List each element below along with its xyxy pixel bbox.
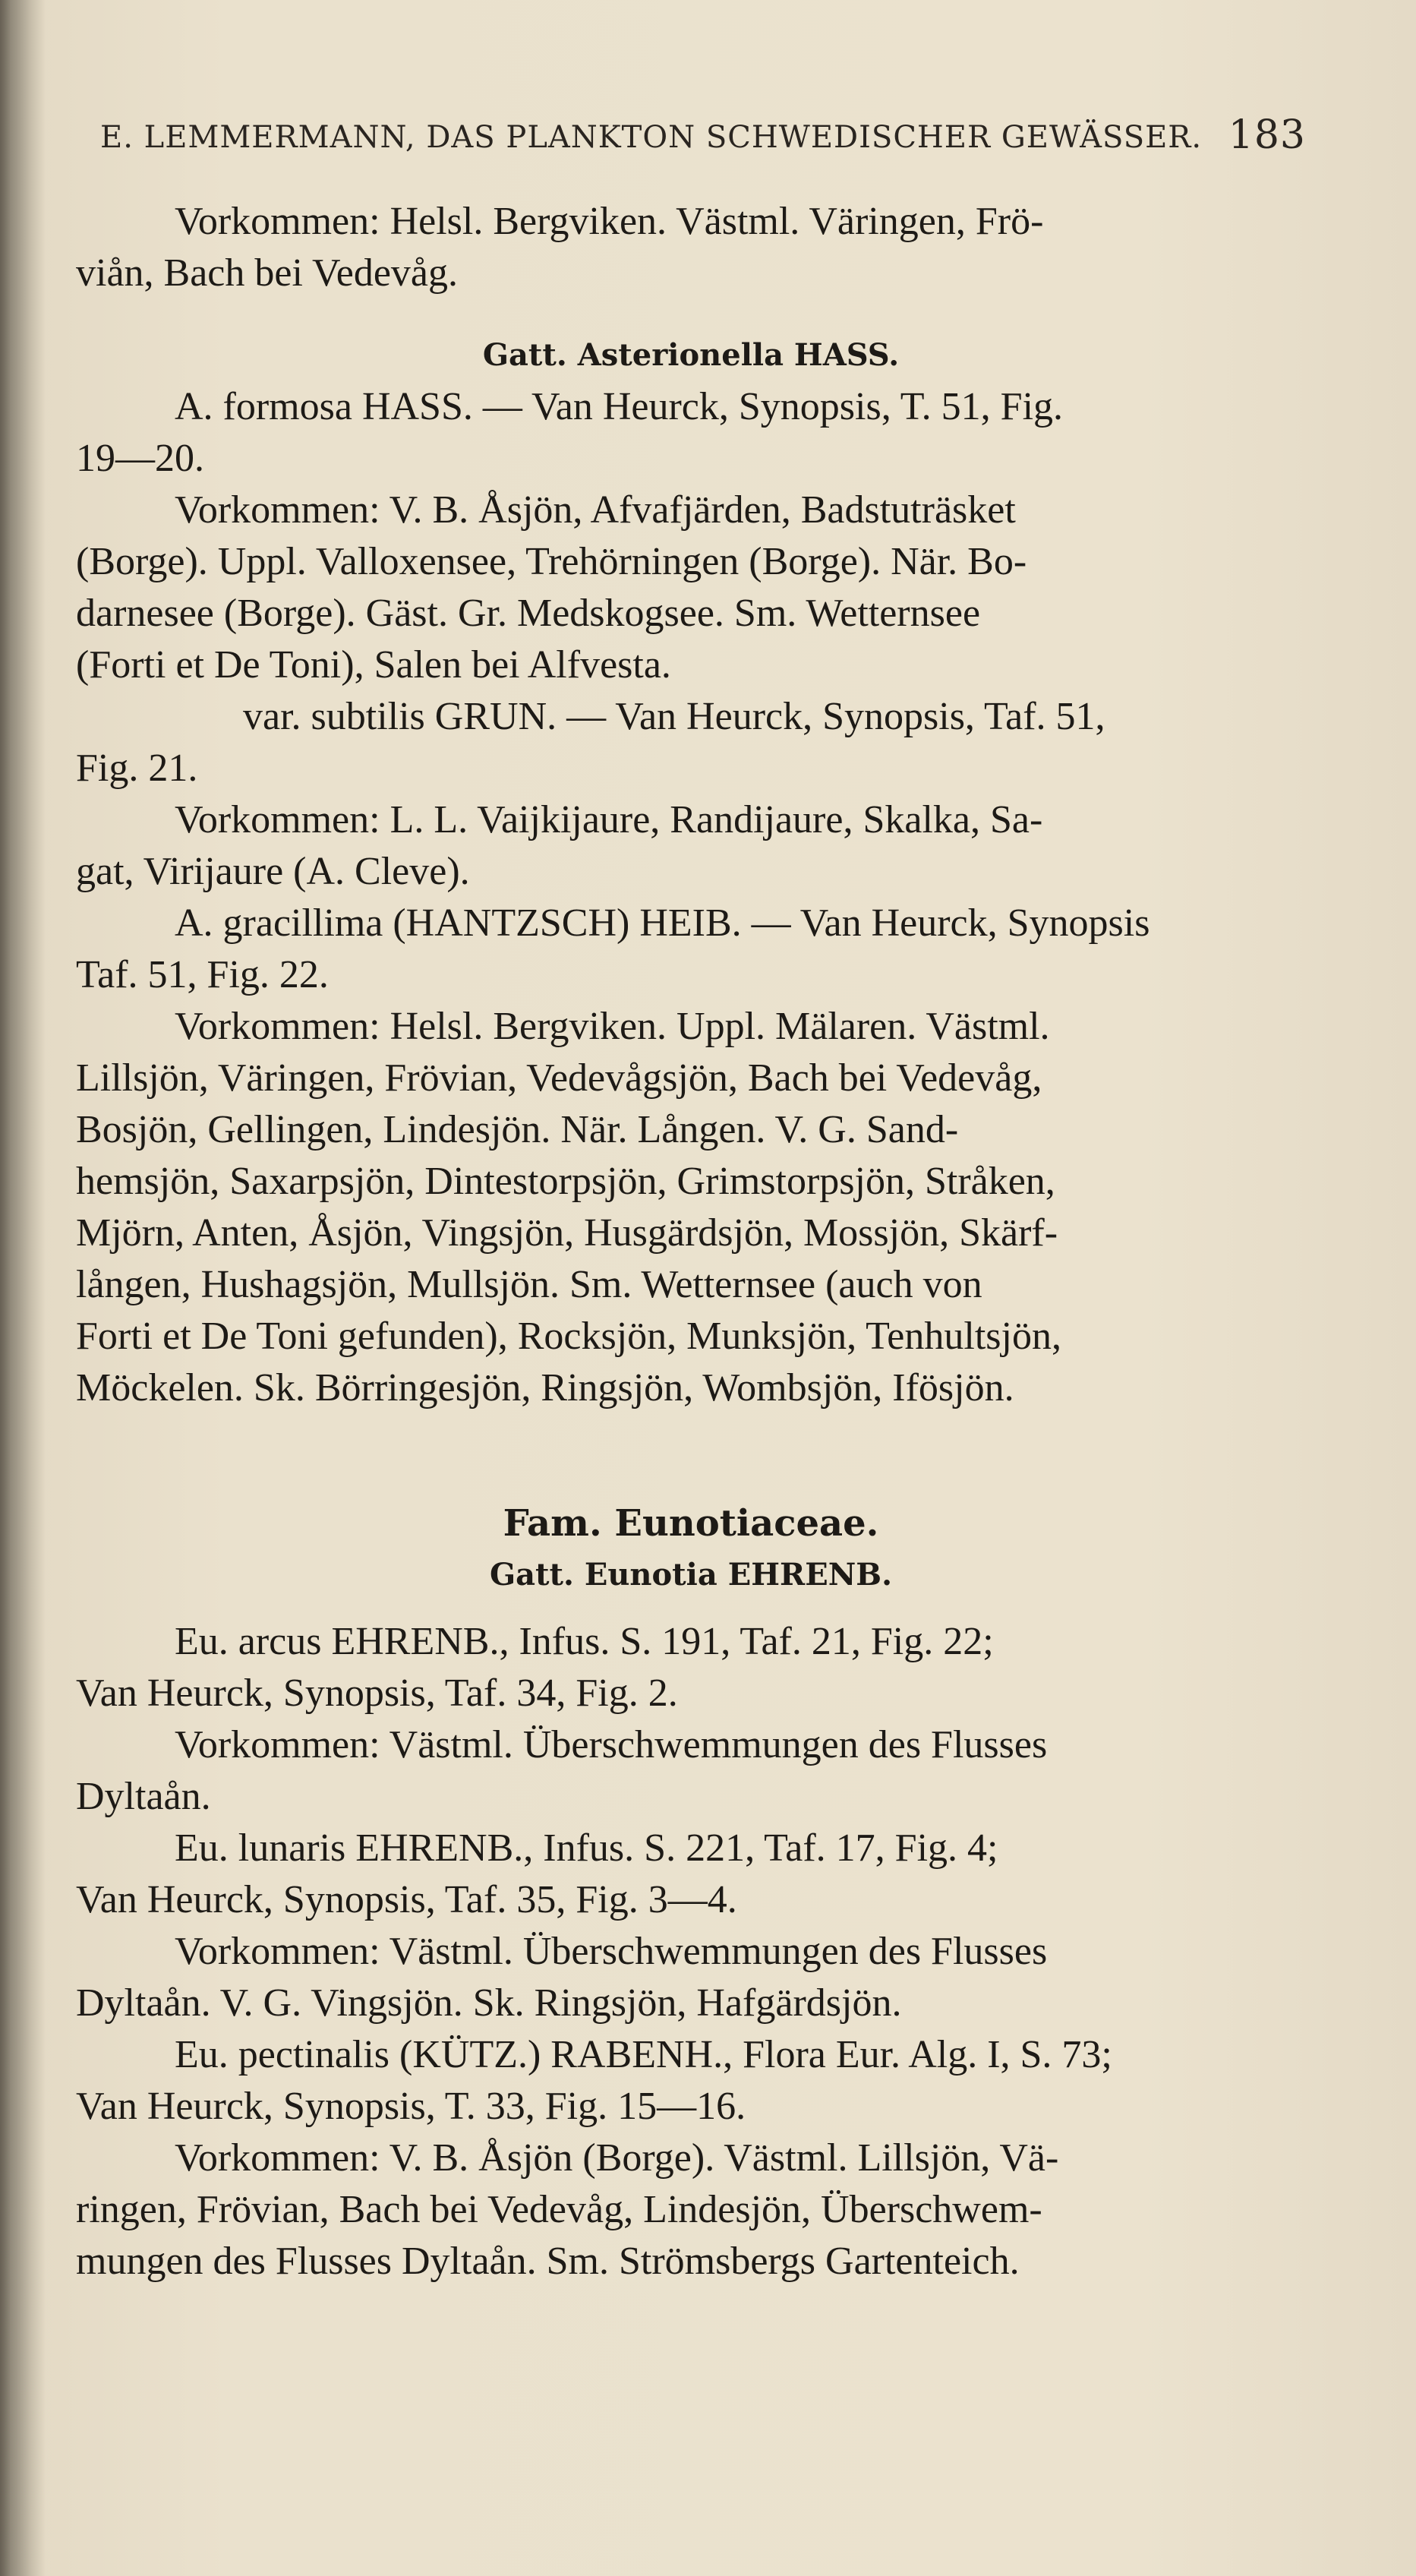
text-line: Van Heurck, Synopsis, T. 33, Fig. 15—16. bbox=[76, 2085, 746, 2128]
text-line: Vorkommen: Helsl. Bergviken. Uppl. Mälaren. Västml. bbox=[175, 1005, 1050, 1048]
text-line: var. subtilis GRUN. — Van Heurck, Synopsis, Taf. 51, bbox=[243, 695, 1105, 738]
page-number: 183 bbox=[1228, 112, 1306, 158]
text-line: viån, Bach bei Vedevåg. bbox=[76, 251, 458, 295]
text-line: A. formosa HASS. — Van Heurck, Synopsis, T. 51, Fig. bbox=[175, 385, 1064, 428]
text-line: Bosjön, Gellingen, Lindesjön. När. Lången. V. G. Sand- bbox=[76, 1108, 959, 1151]
text-line: Lillsjön, Väringen, Frövian, Vedevågsjön, Bach bei Vedevåg, bbox=[76, 1056, 1042, 1100]
text-line: lången, Hushagsjön, Mullsjön. Sm. Wetternsee (auch von bbox=[76, 1263, 982, 1306]
text-line: Vorkommen: Västml. Überschwemmungen des Flusses bbox=[175, 1930, 1048, 1973]
text-line: mungen des Flusses Dyltaån. Sm. Strömsbergs Gartenteich. bbox=[76, 2240, 1020, 2283]
text-line: Eu. pectinalis (KÜTZ.) RABENH., Flora Eur. Alg. I, S. 73; bbox=[175, 2033, 1112, 2076]
text-line: gat, Virijaure (A. Cleve). bbox=[76, 850, 470, 893]
genus-heading: Gatt. Asterionella HASS. bbox=[482, 337, 900, 373]
text-line: Mjörn, Anten, Åsjön, Vingsjön, Husgärdsjön, Mossjön, Skärf- bbox=[76, 1211, 1058, 1255]
text-line: Dyltaån. bbox=[76, 1775, 211, 1818]
text-line: Vorkommen: Västml. Überschwemmungen des Flusses bbox=[175, 1723, 1048, 1766]
text-line: Vorkommen: V. B. Åsjön, Afvafjärden, Badstuträsket bbox=[175, 488, 1016, 532]
text-line: A. gracillima (HANTZSCH) HEIB. — Van Heurck, Synopsis bbox=[175, 901, 1150, 945]
text-line: Van Heurck, Synopsis, Taf. 34, Fig. 2. bbox=[76, 1672, 678, 1715]
genus-heading: Gatt. Eunotia EHRENB. bbox=[489, 1557, 893, 1593]
text-line: Forti et De Toni gefunden), Rocksjön, Munksjön, Tenhultsjön, bbox=[76, 1315, 1061, 1358]
text-line: ringen, Frövian, Bach bei Vedevåg, Lindesjön, Überschwem- bbox=[76, 2188, 1042, 2231]
text-line: Vorkommen: Helsl. Bergviken. Västml. Väringen, Frö- bbox=[175, 200, 1044, 243]
text-line: hemsjön, Saxarpsjön, Dintestorpsjön, Grimstorpsjön, Stråken, bbox=[76, 1160, 1055, 1203]
text-line: Taf. 51, Fig. 22. bbox=[76, 953, 329, 996]
text-line: Eu. lunaris EHRENB., Infus. S. 221, Taf. 17, Fig. 4; bbox=[175, 1826, 998, 1870]
text-line: Van Heurck, Synopsis, Taf. 35, Fig. 3—4. bbox=[76, 1878, 737, 1921]
text-line: Vorkommen: V. B. Åsjön (Borge). Västml. Lillsjön, Vä- bbox=[175, 2136, 1059, 2180]
text-line: Möckelen. Sk. Börringesjön, Ringsjön, Wombsjön, Ifösjön. bbox=[76, 1366, 1014, 1410]
text-line: Fig. 21. bbox=[76, 747, 198, 790]
text-line: Vorkommen: L. L. Vaijkijaure, Randijaure, Skalka, Sa- bbox=[175, 798, 1043, 841]
running-title: E. LEMMERMANN, DAS PLANKTON SCHWEDISCHER GEWÄSSER. bbox=[100, 120, 1203, 155]
text-line: (Borge). Uppl. Valloxensee, Trehörningen (Borge). När. Bo- bbox=[76, 540, 1027, 583]
page-body bbox=[76, 196, 1306, 2287]
text-line: Eu. arcus EHRENB., Infus. S. 191, Taf. 21, Fig. 22; bbox=[175, 1620, 994, 1663]
binding-shadow bbox=[0, 0, 46, 2576]
text-line: (Forti et De Toni), Salen bei Alfvesta. bbox=[76, 643, 671, 687]
text-line: darnesee (Borge). Gäst. Gr. Medskogsee. Sm. Wetternsee bbox=[76, 592, 981, 635]
family-heading: Fam. Eunotiaceae. bbox=[503, 1502, 879, 1545]
text-line: 19—20. bbox=[76, 437, 204, 480]
text-line: Dyltaån. V. G. Vingsjön. Sk. Ringsjön, Hafgärdsjön. bbox=[76, 1981, 902, 2025]
